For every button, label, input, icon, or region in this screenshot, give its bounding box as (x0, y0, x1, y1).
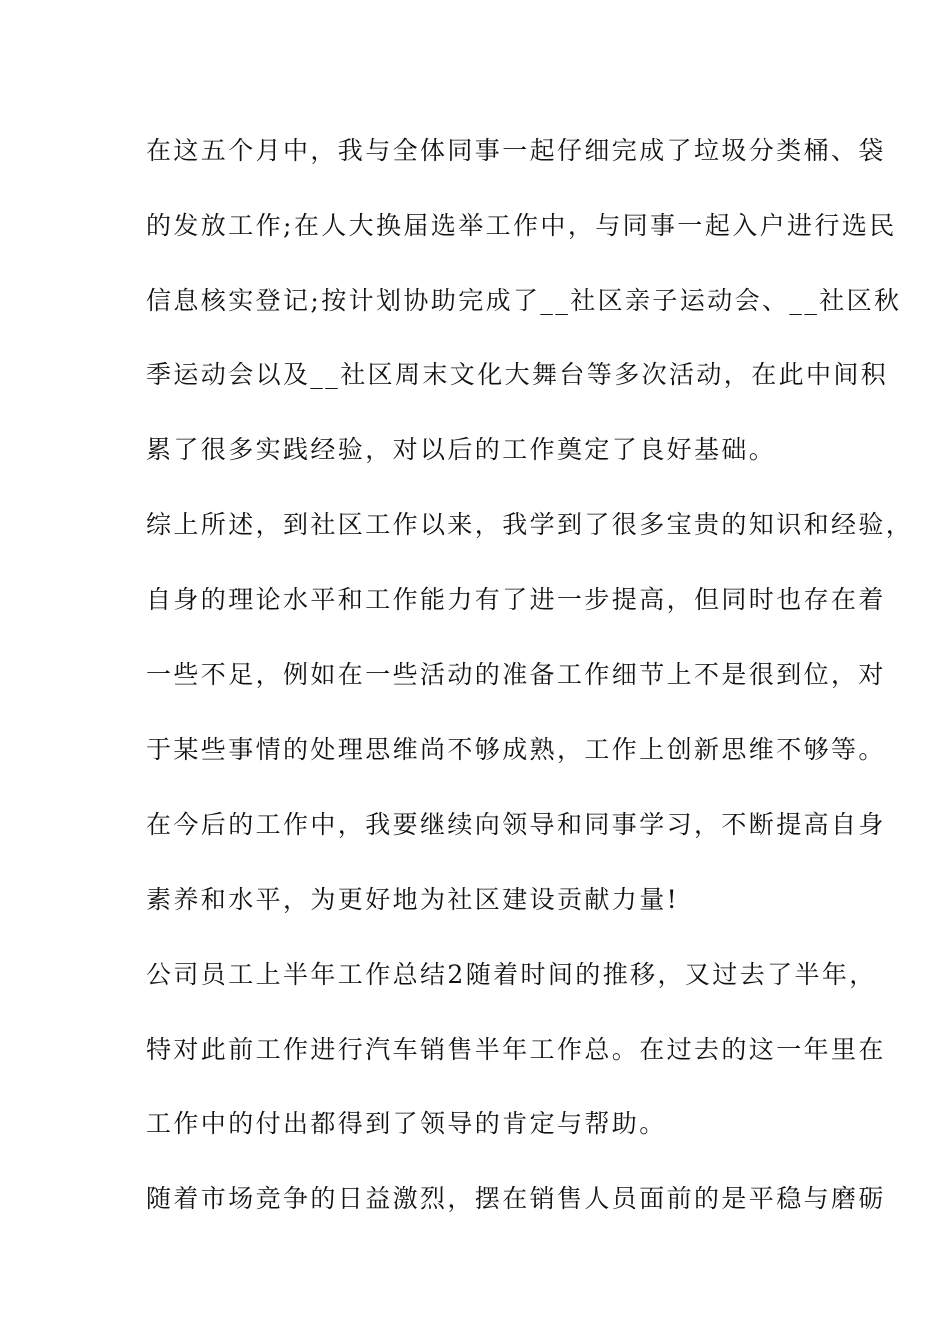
text-line: 素养和水平，为更好地为社区建设贡献力量! (146, 885, 680, 914)
text-line: 自身的理论水平和工作能力有了进一步提高，但同时也存在着 (146, 585, 886, 614)
text-line: 的发放工作;在人大换届选举工作中，与同事一起入户进行选民 (146, 211, 897, 240)
text-line: 随着市场竞争的日益激烈，摆在销售人员面前的是平稳与磨砺 (146, 1184, 886, 1213)
text-line: 工作中的付出都得到了领导的肯定与帮助。 (146, 1109, 667, 1138)
text-line: 在这五个月中，我与全体同事一起仔细完成了垃圾分类桶、袋 (146, 136, 886, 165)
text-line: 在今后的工作中，我要继续向领导和同事学习，不断提高自身 (146, 810, 886, 839)
text-line: 信息核实登记;按计划协助完成了__社区亲子运动会、__社区秋 (146, 286, 902, 315)
text-line: 公司员工上半年工作总结2随着时间的推移，又过去了半年， (146, 960, 877, 989)
text-line: 季运动会以及__社区周末文化大舞台等多次活动，在此中间积 (146, 360, 889, 389)
text-line: 累了很多实践经验，对以后的工作奠定了良好基础。 (146, 435, 777, 464)
text-line: 于某些事情的处理思维尚不够成熟，工作上创新思维不够等。 (146, 735, 886, 764)
text-line: 一些不足，例如在一些活动的准备工作细节上不是很到位，对 (146, 660, 886, 689)
text-line: 综上所述，到社区工作以来，我学到了很多宝贵的知识和经验， (146, 510, 914, 539)
text-line: 特对此前工作进行汽车销售半年工作总。在过去的这一年里在 (146, 1035, 886, 1064)
